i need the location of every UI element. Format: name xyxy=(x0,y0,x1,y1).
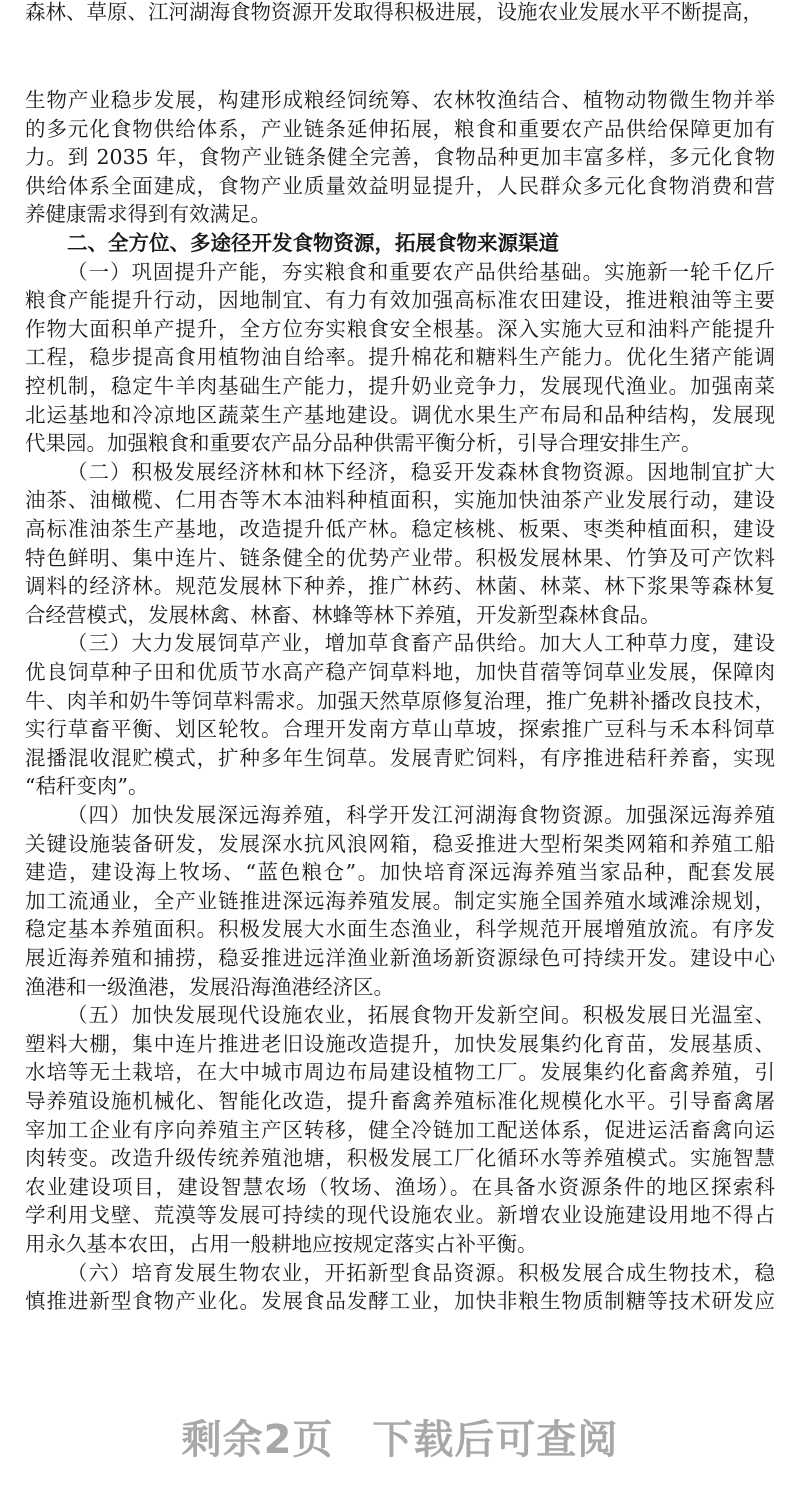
paragraph-line: 关键设施装备研发，发展深水抗风浪网箱，稳妥推进大型桁架类网箱和养殖工船 xyxy=(25,831,775,856)
paragraph-line: 牛、肉羊和奶牛等饲草料需求。加强天然草原修复治理，推广免耕补播改良技术， xyxy=(25,688,775,713)
paragraph-line: （一）巩固提升产能，夯实粮食和重要农产品供给基础。实施新一轮千亿斤 xyxy=(67,259,775,284)
paragraph-line: 供给体系全面建成，食物产业质量效益明显提升，人民群众多元化食物消费和营 xyxy=(25,173,775,198)
paragraph-line: 水培等无土栽培，在大中城市周边布局建设植物工厂。发展集约化畜禽养殖，引 xyxy=(25,1060,775,1085)
paragraph-line: 慎推进新型食物产业化。发展食品发酵工业，加快非粮生物质制糖等技术研发应 xyxy=(25,1289,775,1314)
paragraph-line: 农业建设项目，建设智慧农场（牧场、渔场）。在具备水资源条件的地区探索科 xyxy=(25,1174,775,1199)
paragraph-line: 油茶、油橄榄、仁用杏等木本油料种植面积，实施加快油茶产业发展行动，建设 xyxy=(25,488,775,513)
paragraph-line: 合经营模式，发展林禽、林畜、林蜂等林下养殖，开发新型森林食品。 xyxy=(25,602,661,627)
paragraph-line: （二）积极发展经济林和林下经济，稳妥开发森林食物资源。因地制宜扩大 xyxy=(67,459,775,484)
paragraph-line: 生物产业稳步发展，构建形成粮经饲统筹、农林牧渔结合、植物动物微生物并举 xyxy=(25,88,775,112)
paragraph-line: 渔港和一级渔港，发展沿海渔港经济区。 xyxy=(25,974,394,999)
paragraph-line: 北运基地和冷凉地区蔬菜生产基地建设。调优水果生产布局和品种结构，发展现 xyxy=(25,402,775,427)
paragraph-line: （四）加快发展深远海养殖，科学开发江河湖海食物资源。加强深远海养殖 xyxy=(67,803,775,827)
paragraph-line: 特色鲜明、集中连片、链条健全的优势产业带。积极发展林果、竹笋及可产饮料 xyxy=(25,545,775,570)
paragraph-line: 肉转变。改造升级传统养殖池塘，积极发展工厂化循环水等养殖模式。实施智慧 xyxy=(25,1146,775,1171)
paragraph-line: 高标准油茶生产基地，改造提升低产林。稳定核桃、板栗、枣类种植面积，建设 xyxy=(25,517,775,541)
paragraph-line: 力。到 2035 年，食物产业链条健全完善，食物品种更加丰富多样，多元化食物 xyxy=(25,145,775,170)
paragraph-line: （五）加快发展现代设施农业，拓展食物开发新空间。积极发展日光温室、 xyxy=(67,1003,775,1028)
paragraph-line: 工程，稳步提高食用植物油自给率。提升棉花和糖料生产能力。优化生猪产能调 xyxy=(25,345,775,370)
paragraph-line: 实行草畜平衡、划区轮牧。合理开发南方草山草坡，探索推广豆科与禾本科饲草 xyxy=(25,717,775,742)
paragraph-line: 塑料大棚，集中连片推进老旧设施改造提升，加快发展集约化育苗，发展基质、 xyxy=(25,1031,775,1056)
paragraph-line: 代果园。加强粮食和重要农产品分品种供需平衡分析，引导合理安排生产。 xyxy=(25,431,702,456)
paragraph-line: 养健康需求得到有效满足。 xyxy=(25,202,271,227)
paragraph-line: 展近海养殖和捕捞，稳妥推进远洋渔业新渔场新资源绿色可持续开发。建设中心 xyxy=(25,946,775,970)
paragraph-line: 加工流通业，全产业链推进深远海养殖发展。制定实施全国养殖水域滩涂规划， xyxy=(25,888,775,913)
paragraph-line: “秸秆变肉”。 xyxy=(25,774,149,799)
paragraph-line: 的多元化食物供给体系，产业链条延伸拓展，粮食和重要农产品供给保障更加有 xyxy=(25,116,775,141)
paragraph-line: （六）培育发展生物农业，开拓新型食品资源。积极发展合成生物技术，稳 xyxy=(67,1260,775,1285)
paragraph-line: 粮食产能提升行动，因地制宜、有力有效加强高标准农田建设，推进粮油等主要 xyxy=(25,288,775,313)
paragraph-line: 学利用戈壁、荒漠等发展可持续的现代设施农业。新增农业设施建设用地不得占 xyxy=(25,1203,775,1228)
paragraph-line: （三）大力发展饲草产业，增加草食畜产品供给。加大人工种草力度，建设 xyxy=(67,631,775,656)
download-prompt[interactable] xyxy=(0,1408,800,1465)
paragraph-line: 作物大面积单产提升，全方位夯实粮食安全根基。深入实施大豆和油料产能提升 xyxy=(25,316,775,341)
paragraph-line: 建造，建设海上牧场、“蓝色粮仓”。加快培育深远海养殖当家品种，配套发展 xyxy=(25,860,775,885)
paragraph-line: 调料的经济林。规范发展林下种养，推广林药、林菌、林菜、林下浆果等森林复 xyxy=(25,574,775,599)
paragraph-line: 宰加工企业有序向养殖主产区转移，健全冷链加工配送体系，促进运活畜禽向运 xyxy=(25,1117,775,1142)
paragraph-line: 导养殖设施机械化、智能化改造，提升畜禽养殖标准化规模化水平。引导畜禽屠 xyxy=(25,1089,775,1113)
paragraph-line: 用永久基本农田，占用一般耕地应按规定落实占补平衡。 xyxy=(25,1232,538,1256)
remaining-pages-label: 剩余2页 xyxy=(181,1417,334,1463)
paragraph-line: 稳定基本养殖面积。积极发展大水面生态渔业，科学规范开展增殖放流。有序发 xyxy=(25,917,775,942)
section-heading: 二、全方位、多途径开发食物资源，拓展食物来源渠道 xyxy=(67,231,559,255)
paragraph-line: 控机制，稳定牛羊肉基础生产能力，提升奶业竞争力，发展现代渔业。加强南菜 xyxy=(25,374,775,398)
paragraph-line: 优良饲草种子田和优质节水高产稳产饲草料地，加快苜蓿等饲草业发展，保障肉 xyxy=(25,660,775,684)
paragraph-line: 混播混收混贮模式，扩种多年生饲草。发展青贮饲料，有序推进秸秆养畜，实现 xyxy=(25,745,775,770)
top-text-fragment: 森林、草原、江河湖海食物资源开发取得积极进展，设施农业发展水平不断提高， xyxy=(25,0,763,24)
download-to-view-label: 下载后可查阅 xyxy=(372,1417,619,1463)
